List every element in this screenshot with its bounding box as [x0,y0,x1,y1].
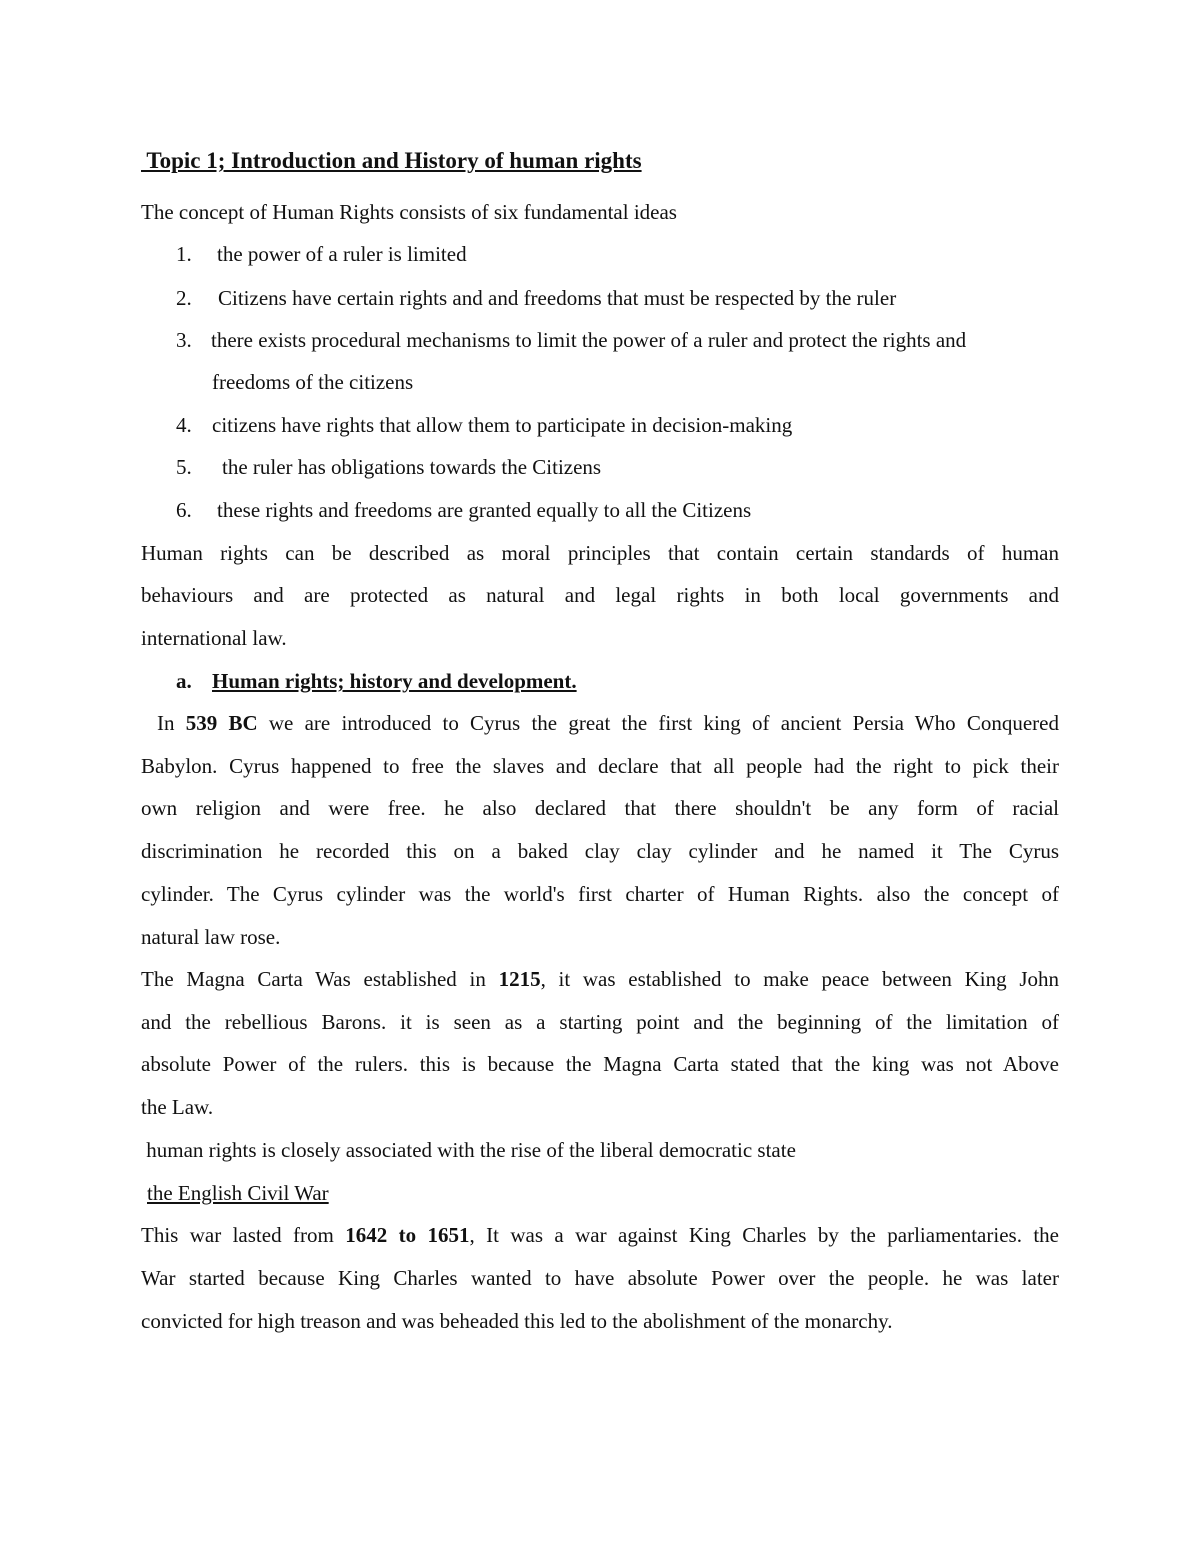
definition-line: behaviours and are protected as natural and legal rights in both local governments and [141,583,1059,607]
cyrus-line: Babylon. Cyrus happened to free the slaves and declare that all people had the right to pick their [141,754,1059,778]
list-number: 6. [176,498,192,522]
civil-war-heading: the English Civil War [147,1181,329,1205]
cyrus-text: we are introduced to Cyrus the great the first king of ancient Persia Who Conquered [257,711,1059,735]
civil-war-text: This war lasted from [141,1223,346,1247]
list-item: Citizens have certain rights and and freedoms that must be respected by the ruler [218,286,897,310]
liberal-state-line: human rights is closely associated with the rise of the liberal democratic state [141,1138,796,1162]
date-bold: 539 BC [185,711,258,735]
civil-war-text: , It was a war against King Charles by the parliamentaries. the [469,1223,1060,1247]
list-item: these rights and freedoms are granted equally to all the Citizens [217,498,752,522]
magna-text: , it was established to make peace between King John [540,967,1059,991]
date-bold: 1642 to 1651 [345,1223,470,1247]
definition-line: international law. [141,626,287,650]
list-item: citizens have rights that allow them to participate in decision-making [212,413,793,437]
list-number: 1. [176,242,192,266]
date-bold: 1215 [498,967,541,991]
intro-text: The concept of Human Rights consists of six fundamental ideas [141,200,677,224]
list-item: the power of a ruler is limited [217,242,467,266]
list-item-continuation: freedoms of the citizens [212,370,414,394]
civil-war-line: convicted for high treason and was beheaded this led to the abolishment of the monarchy. [141,1309,893,1333]
magna-line: the Law. [141,1095,214,1119]
list-number: 5. [176,455,192,479]
cyrus-line [157,711,1059,735]
civil-war-line [141,1223,1059,1247]
list-item: the ruler has obligations towards the Citizens [222,455,602,479]
list-number: 4. [176,413,192,437]
civil-war-line: War started because King Charles wanted to have absolute Power over the people. he was later [141,1266,1059,1290]
magna-line [141,967,1059,991]
cyrus-line: natural law rose. [141,925,281,949]
cyrus-line: own religion and were free. he also declared that there shouldn't be any form of racial [141,796,1059,820]
list-item: there exists procedural mechanisms to limit the power of a ruler and protect the rights and [211,328,967,352]
list-number: 2. [176,286,192,310]
magna-line: absolute Power of the rulers. this is because the Magna Carta stated that the king was not Above [141,1052,1059,1076]
page-title: Topic 1; Introduction and History of human rights [141,148,642,173]
cyrus-text: In [157,711,186,735]
magna-text: The Magna Carta Was established in [141,967,499,991]
definition-line: Human rights can be described as moral principles that contain certain standards of human [141,541,1059,565]
cyrus-line: cylinder. The Cyrus cylinder was the world's first charter of Human Rights. also the concept of [141,882,1059,906]
cyrus-line: discrimination he recorded this on a baked clay clay cylinder and he named it The Cyrus [141,839,1059,863]
magna-line: and the rebellious Barons. it is seen as a starting point and the beginning of the limitation of [141,1010,1059,1034]
section-letter: a. [176,669,192,693]
list-number: 3. [176,328,192,352]
section-heading: Human rights; history and development. [212,669,577,693]
